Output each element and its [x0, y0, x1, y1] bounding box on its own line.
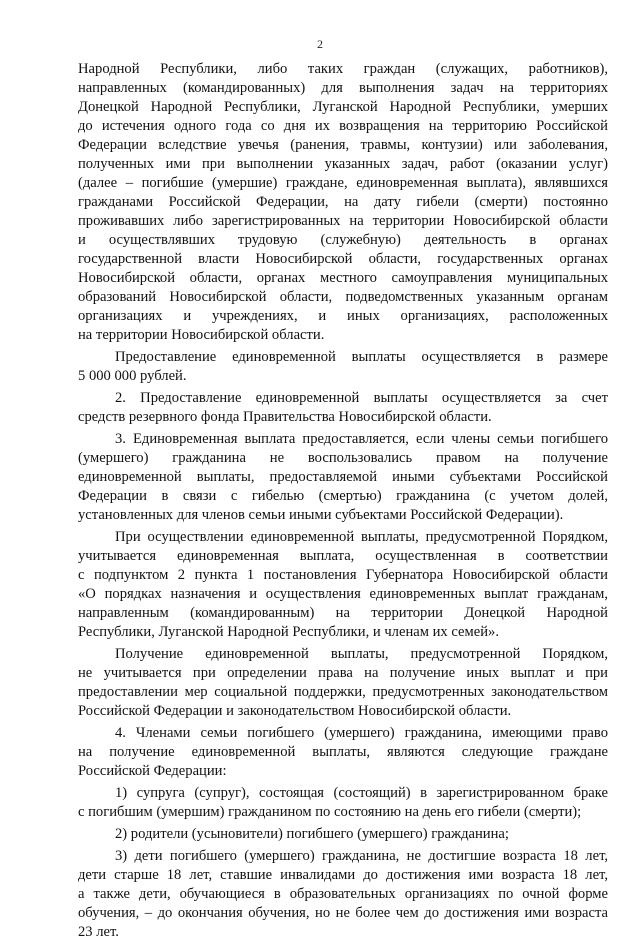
text-line: проживавших либо зарегистрированных на территории Новосибирской области: [78, 213, 608, 229]
text-line: средств резервного фонда Правительства Новосибирской области.: [78, 409, 492, 425]
paragraph-not-counted: [78, 645, 608, 721]
text-line: учитывается единовременная выплата, осуществленная в соответствии: [78, 548, 608, 564]
paragraph-accounting: [78, 528, 608, 642]
text-line: 5 000 000 рублей.: [78, 368, 187, 384]
text-line: Федерации в связи с гибелью (смертью) гражданина (с учетом долей,: [78, 488, 608, 504]
text-line: государственной власти Новосибирской области, государственных органах: [78, 251, 608, 267]
text-line: 1) супруга (супруг), состоящая (состоящий) в зарегистрированном браке: [115, 785, 608, 801]
text-line: 23 лет.: [78, 924, 119, 940]
list-item-spouse: [78, 784, 608, 822]
text-line: единовременной выплаты, предоставляемой иными субъектами Российской: [78, 469, 608, 485]
text-line: полученных ими при выполнении указанных задач, работ (оказании услуг): [78, 156, 608, 172]
text-line: 2) родители (усыновители) погибшего (умершего) гражданина;: [115, 826, 509, 842]
text-line: дети старше 18 лет, ставшие инвалидами до достижения ими возраста 18 лет,: [78, 867, 608, 883]
text-line: Предоставление единовременной выплаты осуществляется в размере: [115, 349, 608, 365]
list-item-parents: [78, 825, 608, 844]
paragraph-continuation: [78, 60, 608, 345]
text-line: Республики, Луганской Народной Республики, и членам их семей».: [78, 624, 499, 640]
text-line: 3) дети погибшего (умершего) гражданина, не достигшие возраста 18 лет,: [115, 848, 608, 864]
paragraph-item-4: [78, 724, 608, 781]
paragraph-payment-amount: [78, 348, 608, 386]
text-line: Народной Республики, либо таких граждан (служащих, работников),: [78, 61, 608, 77]
list-item-children: [78, 847, 608, 942]
text-line: При осуществлении единовременной выплаты, предусмотренной Порядком,: [115, 529, 608, 545]
text-line: и осуществлявших трудовую (служебную) деятельность в органах: [78, 232, 608, 248]
text-line: направленных (командированных) для выполнения задач на территориях: [78, 80, 608, 96]
text-line: (умершего) гражданина не воспользовались правом на получение: [78, 450, 608, 466]
text-line: предоставлении мер социальной поддержки, предусмотренных законодательством: [78, 684, 608, 700]
text-line: с подпунктом 2 пункта 1 постановления Губернатора Новосибирской области: [78, 567, 608, 583]
text-line: до истечения одного года со дня их возвращения на территорию Российской: [78, 118, 608, 134]
text-line: направленным (командированным) на территории Донецкой Народной: [78, 605, 608, 621]
text-line: организациях и учреждениях, и иных организациях, расположенных: [78, 308, 608, 324]
text-line: Новосибирской области, органах местного самоуправления муниципальных: [78, 270, 608, 286]
text-line: Федерации вследствие увечья (ранения, травмы, контузии) или заболевания,: [78, 137, 608, 153]
page-number: 2: [317, 37, 323, 51]
text-line: не учитывается при определении права на получение иных выплат и при: [78, 665, 608, 681]
text-line: установленных для членов семьи иными субъектами Российской Федерации).: [78, 507, 564, 523]
text-line: образований Новосибирской области, подведомственных указанным органам: [78, 289, 608, 305]
text-line: Донецкой Народной Республики, Луганской Народной Республики, умерших: [78, 99, 608, 115]
paragraph-item-3: [78, 430, 608, 525]
text-line: Российской Федерации:: [78, 763, 227, 779]
text-line: 4. Членами семьи погибшего (умершего) гражданина, имеющими право: [115, 725, 608, 741]
paragraph-item-2: [78, 389, 608, 427]
text-line: Получение единовременной выплаты, предусмотренной Порядком,: [115, 646, 608, 662]
text-line: на получение единовременной выплаты, являются следующие граждане: [78, 744, 608, 760]
document-body: [78, 60, 608, 942]
text-line: на территории Новосибирской области.: [78, 327, 325, 343]
text-line: Российской Федерации и законодательством Новосибирской области.: [78, 703, 512, 719]
text-line: а также дети, обучающиеся в образовательных организациях по очной форме: [78, 886, 608, 902]
text-line: 2. Предоставление единовременной выплаты осуществляется за счет: [115, 390, 608, 406]
text-line: (далее – погибшие (умершие) граждане, единовременная выплата), являвшихся: [78, 175, 608, 191]
text-line: с погибшим (умершим) гражданином по состоянию на день его гибели (смерти);: [78, 804, 582, 820]
text-line: обучения, – до окончания обучения, но не более чем до достижения ими возраста: [78, 905, 608, 921]
text-line: 3. Единовременная выплата предоставляется, если члены семьи погибшего: [115, 431, 608, 447]
text-line: «О порядках назначения и осуществления единовременных выплат гражданам,: [78, 586, 608, 602]
text-line: гражданами Российской Федерации, на дату гибели (смерти) постоянно: [78, 194, 608, 210]
